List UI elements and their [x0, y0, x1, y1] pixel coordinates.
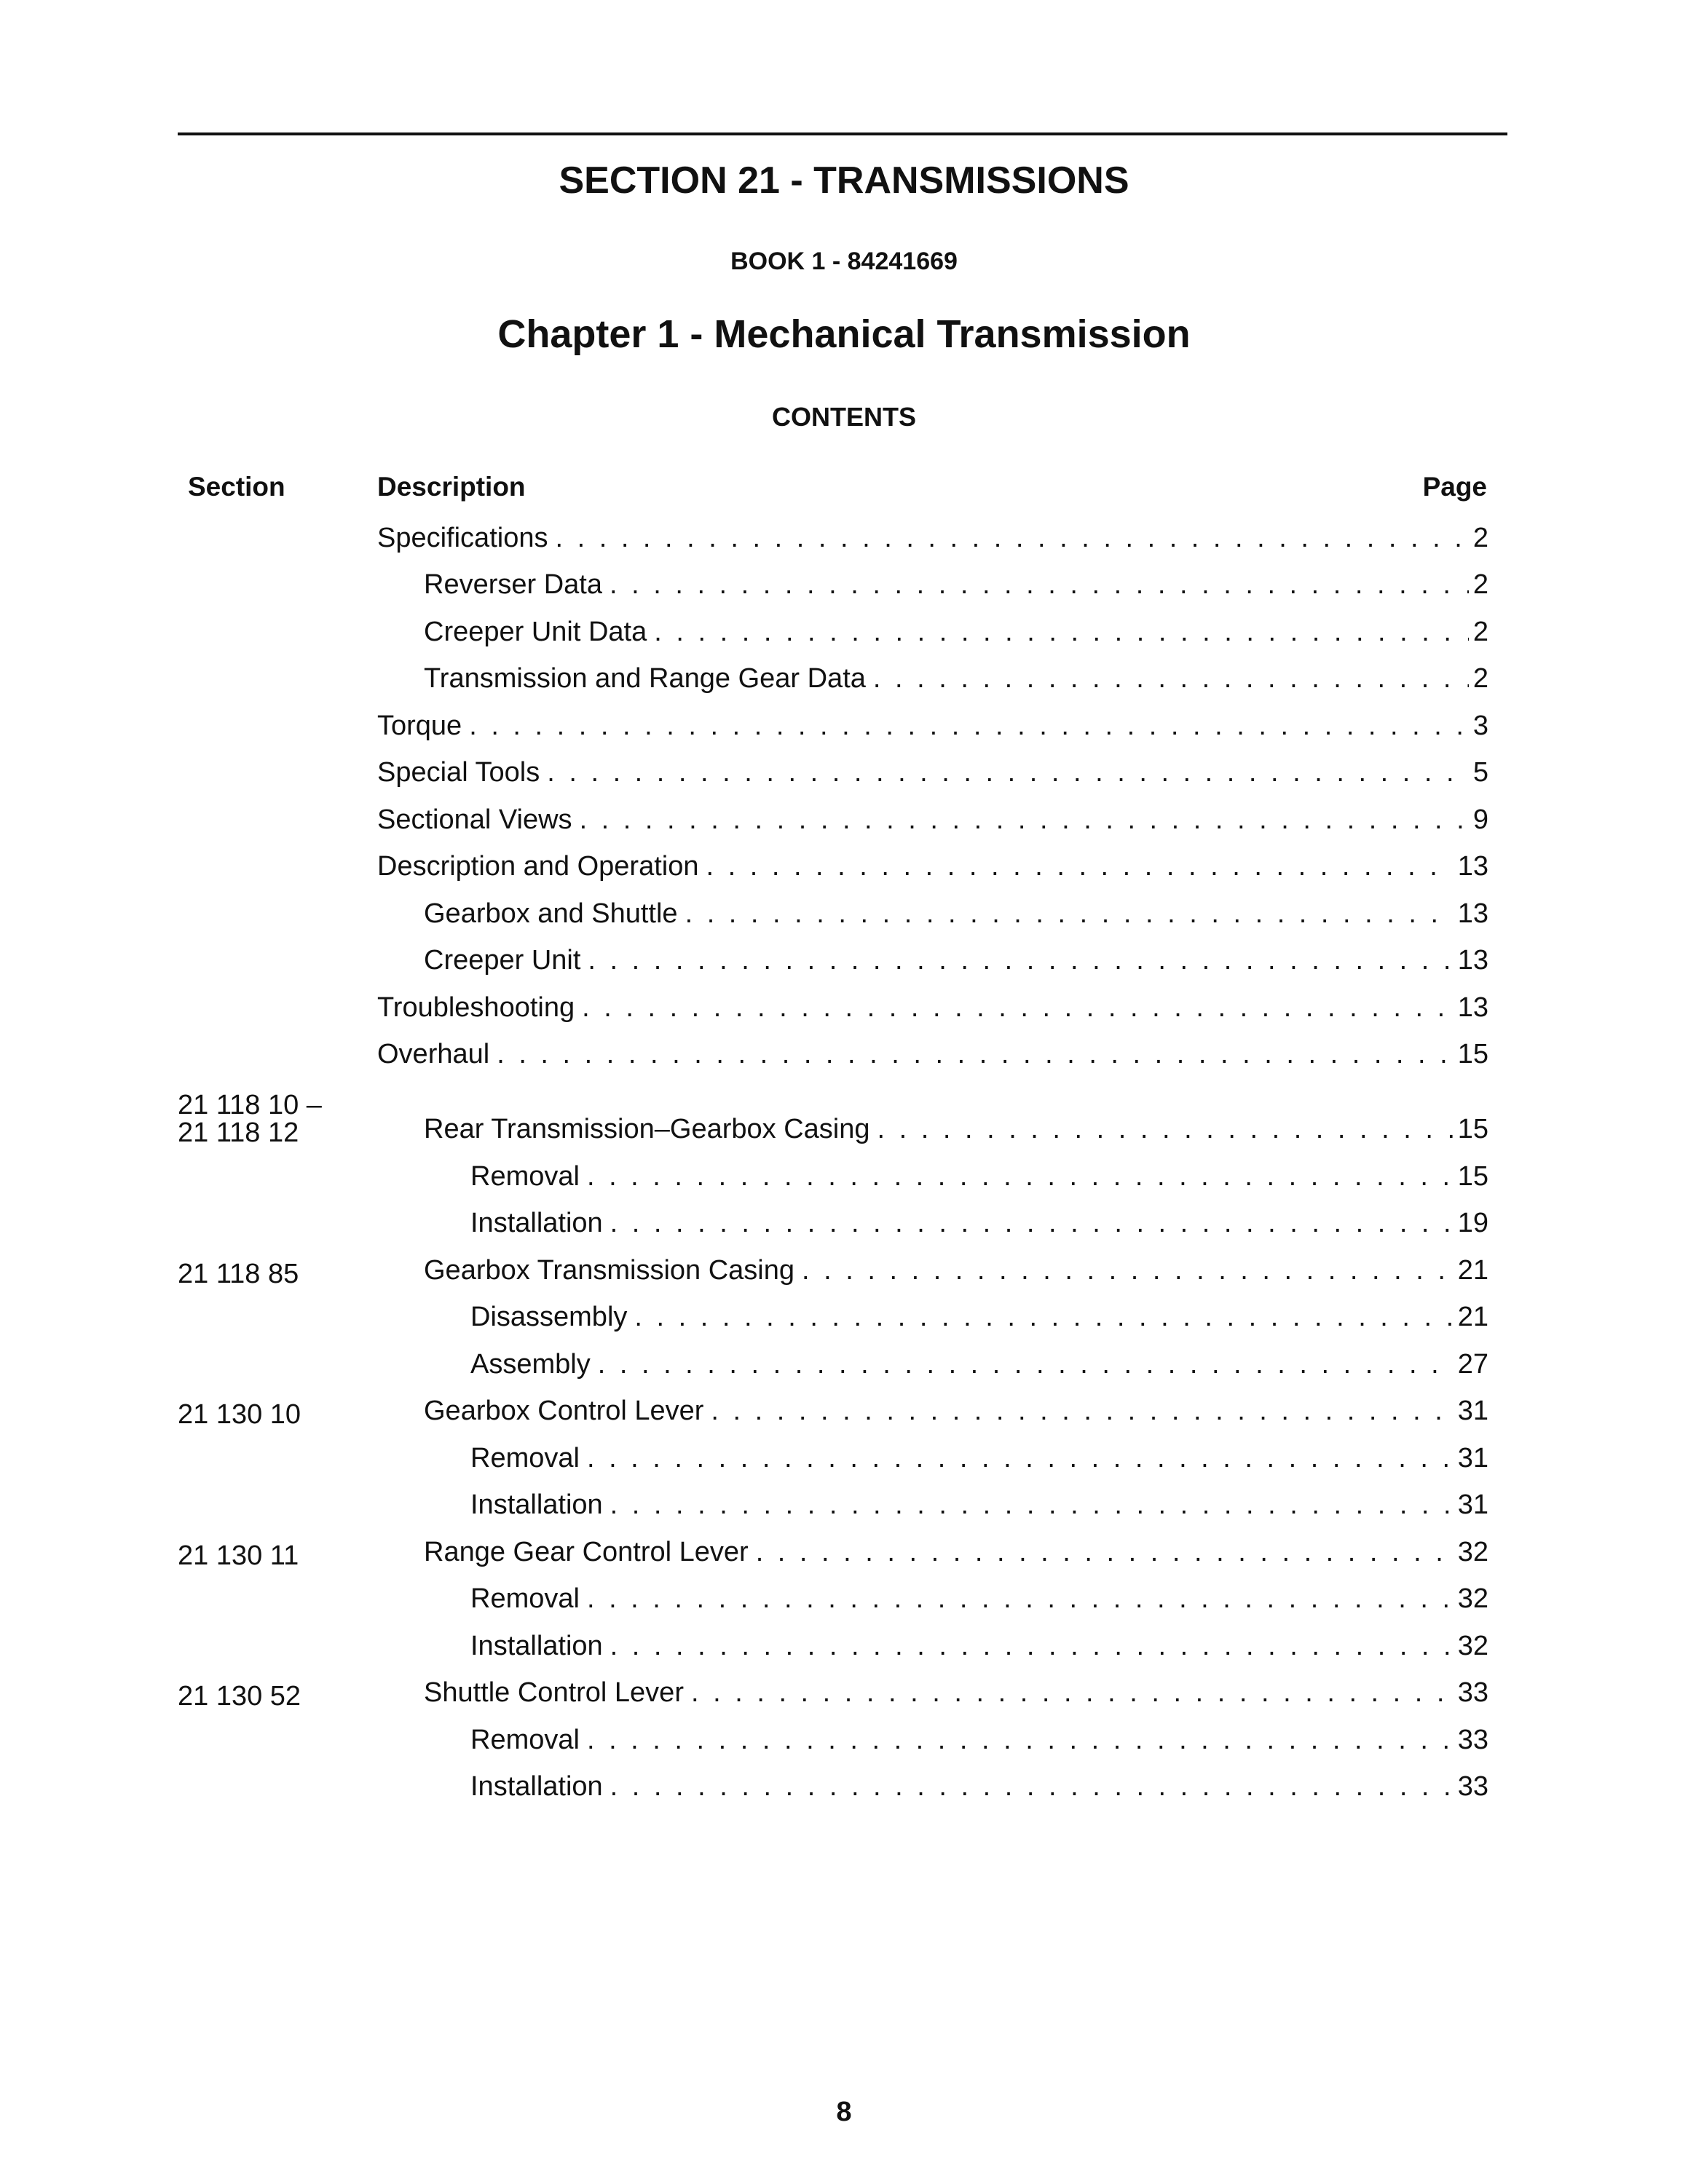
toc-entry-label: Removal	[470, 1724, 580, 1755]
chapter-title: Chapter 1 - Mechanical Transmission	[497, 312, 1191, 356]
toc-entry-label: Creeper Unit Data	[424, 616, 647, 647]
toc-section-code: 21 118 10 – 21 118 12	[178, 1090, 322, 1148]
toc-entry-label: Transmission and Range Gear Data	[424, 663, 866, 694]
toc-row	[178, 1668, 1488, 1715]
toc-entry-label: Removal	[470, 1442, 580, 1473]
table-of-contents	[178, 513, 1488, 1808]
toc-entry-label: Installation	[470, 1771, 603, 1802]
toc-section-code: 21 118 85	[178, 1258, 299, 1289]
toc-entry[interactable]	[470, 1583, 1488, 1615]
toc-entry-label: Rear Transmission–Gearbox Casing	[424, 1114, 870, 1144]
contents-heading: CONTENTS	[772, 402, 916, 432]
toc-page-number: 2	[1472, 522, 1488, 553]
toc-row	[178, 1245, 1488, 1292]
toc-entry[interactable]	[377, 757, 1488, 788]
page-number: 8	[836, 2097, 852, 2127]
dot-leader	[802, 1255, 1454, 1286]
toc-entry[interactable]	[470, 1302, 1488, 1333]
toc-entry-label: Assembly	[470, 1348, 591, 1380]
dot-leader	[873, 663, 1469, 695]
toc-page-number: 13	[1457, 992, 1488, 1023]
toc-entry-label: Torque	[377, 710, 462, 741]
dot-leader	[610, 1631, 1454, 1662]
dot-leader	[587, 1725, 1454, 1756]
dot-leader	[598, 1349, 1454, 1380]
book-number: BOOK 1 - 84241669	[730, 248, 958, 275]
dot-leader	[580, 804, 1469, 836]
toc-entry[interactable]	[470, 1771, 1488, 1803]
toc-page-number: 15	[1457, 1114, 1488, 1144]
toc-entry-label: Removal	[470, 1160, 580, 1192]
dot-leader	[555, 523, 1468, 554]
toc-row	[178, 1339, 1488, 1386]
dot-leader	[685, 898, 1454, 930]
toc-page-number: 21	[1457, 1302, 1488, 1332]
toc-entry[interactable]	[377, 804, 1488, 836]
toc-entry[interactable]	[424, 1677, 1488, 1709]
dot-leader	[587, 1161, 1454, 1192]
column-header-section: Section	[188, 472, 285, 502]
toc-page-number: 31	[1457, 1442, 1488, 1473]
dot-leader	[469, 711, 1469, 742]
toc-row	[178, 1621, 1488, 1668]
toc-section-code: 21 130 10	[178, 1399, 301, 1430]
toc-page-number: 15	[1457, 1160, 1488, 1192]
toc-row	[178, 513, 1488, 560]
toc-entry[interactable]	[377, 992, 1488, 1024]
toc-page-number: 32	[1457, 1630, 1488, 1661]
dot-leader	[691, 1677, 1454, 1709]
toc-entry[interactable]	[424, 898, 1488, 930]
toc-entry[interactable]	[470, 1489, 1488, 1521]
toc-page-number: 13	[1457, 851, 1488, 882]
toc-entry-label: Gearbox and Shuttle	[424, 898, 678, 929]
toc-entry-label: Gearbox Control Lever	[424, 1396, 704, 1426]
toc-entry[interactable]	[470, 1349, 1488, 1380]
toc-entry[interactable]	[424, 1255, 1488, 1286]
toc-entry-label: Creeper Unit	[424, 945, 581, 976]
toc-row	[178, 888, 1488, 935]
toc-section-code: 21 130 52	[178, 1681, 301, 1712]
dot-leader	[877, 1114, 1454, 1145]
toc-row	[178, 1574, 1488, 1621]
column-header-description: Description	[377, 472, 526, 502]
toc-entry[interactable]	[424, 1537, 1488, 1568]
toc-row	[178, 606, 1488, 654]
toc-row	[178, 654, 1488, 701]
toc-page-number: 15	[1457, 1039, 1488, 1069]
toc-entry[interactable]	[470, 1161, 1488, 1192]
toc-entry-label: Shuttle Control Lever	[424, 1677, 684, 1708]
dot-leader	[610, 1771, 1454, 1803]
toc-row	[178, 982, 1488, 1029]
toc-page-number: 3	[1472, 710, 1488, 741]
dot-leader	[547, 757, 1469, 788]
toc-page-number: 2	[1472, 616, 1488, 647]
toc-entry-label: Special Tools	[377, 757, 540, 788]
toc-row	[178, 842, 1488, 889]
toc-entry[interactable]	[424, 663, 1488, 695]
toc-page-number: 33	[1457, 1724, 1488, 1755]
toc-page-number: 19	[1457, 1208, 1488, 1238]
dot-leader	[588, 945, 1453, 976]
toc-page-number: 31	[1457, 1489, 1488, 1520]
toc-row	[178, 1433, 1488, 1480]
toc-entry-label: Gearbox Transmission Casing	[424, 1254, 794, 1286]
dot-leader	[634, 1302, 1453, 1333]
toc-page-number: 32	[1457, 1536, 1488, 1567]
toc-page-number: 13	[1457, 945, 1488, 976]
dot-leader	[711, 1396, 1453, 1427]
dot-leader	[497, 1039, 1454, 1070]
toc-row	[178, 1076, 1488, 1151]
toc-entry-label: Sectional Views	[377, 804, 572, 835]
toc-entry[interactable]	[470, 1725, 1488, 1756]
dot-leader	[587, 1443, 1454, 1474]
toc-row	[178, 1527, 1488, 1574]
toc-entry-label: Specifications	[377, 522, 548, 553]
dot-leader	[587, 1583, 1454, 1615]
toc-page-number: 2	[1472, 663, 1488, 694]
toc-section-code: 21 130 11	[178, 1540, 299, 1571]
toc-page-number: 13	[1457, 898, 1488, 929]
dot-leader	[610, 1208, 1454, 1239]
toc-row	[178, 1762, 1488, 1809]
toc-row	[178, 700, 1488, 748]
toc-entry[interactable]	[377, 1039, 1488, 1070]
toc-entry[interactable]	[377, 523, 1488, 554]
toc-entry[interactable]	[424, 1114, 1488, 1145]
toc-row	[178, 1029, 1488, 1077]
toc-page-number: 2	[1472, 569, 1488, 600]
toc-entry[interactable]	[424, 1396, 1488, 1427]
toc-row	[178, 1292, 1488, 1340]
toc-entry[interactable]	[424, 945, 1488, 976]
toc-row	[178, 748, 1488, 795]
toc-entry-label: Removal	[470, 1583, 580, 1614]
dot-leader	[654, 617, 1469, 648]
dot-leader	[706, 851, 1453, 882]
toc-row	[178, 1151, 1488, 1198]
toc-entry-label: Installation	[470, 1489, 603, 1520]
toc-page-number: 27	[1457, 1348, 1488, 1380]
toc-row	[178, 794, 1488, 842]
toc-entry-label: Troubleshooting	[377, 992, 575, 1023]
toc-row	[178, 1480, 1488, 1527]
toc-entry[interactable]	[377, 711, 1488, 742]
toc-page-number: 31	[1457, 1396, 1488, 1426]
toc-page-number: 5	[1472, 757, 1488, 788]
toc-row	[178, 935, 1488, 983]
column-header-page: Page	[1422, 472, 1487, 502]
toc-page-number: 21	[1457, 1254, 1488, 1286]
dot-leader	[610, 1489, 1454, 1521]
toc-page-number: 32	[1457, 1583, 1488, 1614]
toc-entry-label: Reverser Data	[424, 569, 602, 600]
toc-page-number: 33	[1457, 1677, 1488, 1708]
section-title: SECTION 21 - TRANSMISSIONS	[559, 159, 1129, 202]
toc-page-number: 9	[1472, 804, 1488, 835]
toc-entry-label: Installation	[470, 1630, 603, 1661]
toc-row	[178, 560, 1488, 607]
toc-entry-label: Installation	[470, 1208, 603, 1238]
toc-page-number: 33	[1457, 1771, 1488, 1802]
toc-row	[178, 1714, 1488, 1762]
toc-entry-label: Overhaul	[377, 1039, 490, 1069]
dot-leader	[582, 992, 1454, 1024]
toc-entry[interactable]	[470, 1443, 1488, 1474]
toc-row	[178, 1198, 1488, 1246]
top-rule	[178, 132, 1507, 135]
toc-entry[interactable]	[424, 569, 1488, 601]
toc-row	[178, 1386, 1488, 1433]
toc-entry[interactable]	[424, 617, 1488, 648]
dot-leader	[756, 1537, 1454, 1568]
toc-entry-label: Disassembly	[470, 1302, 628, 1332]
toc-entry[interactable]	[470, 1631, 1488, 1662]
toc-entry-label: Range Gear Control Lever	[424, 1536, 749, 1567]
toc-entry[interactable]	[377, 851, 1488, 882]
toc-entry[interactable]	[470, 1208, 1488, 1239]
toc-entry-label: Description and Operation	[377, 851, 699, 882]
dot-leader	[610, 569, 1469, 601]
